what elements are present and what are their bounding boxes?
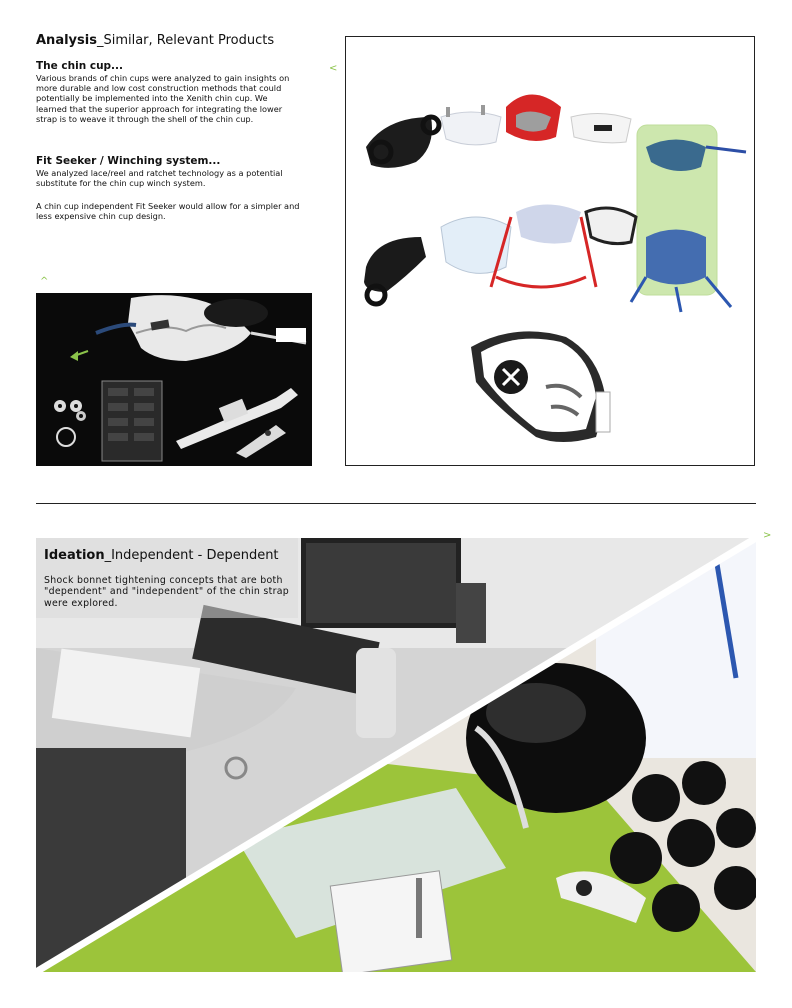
fit-seeker-body: We analyzed lace/reel and ratchet technology as a potential substitute for the chin cup winch system.: [36, 168, 283, 189]
ideation-heading: [44, 548, 279, 563]
chin-cup-body: Various brands of chin cups were analyzed to gain insights on more durable and low cost construction methods that could potentially be implemented into the Xenith chin cup. We learned that the superior approach for integrating the lower strap is to weave it through the shell of the chin cup.: [36, 73, 290, 124]
analysis-heading: [36, 33, 274, 48]
ratchet-parts-photo: [36, 293, 312, 466]
ideation-body: Shock bonnet tightening concepts that are both "dependent" and "independent" of the chin strap were explored.: [44, 575, 290, 609]
analysis-title-bold: Analysis: [36, 33, 97, 48]
up-caret-marker: ^: [40, 276, 49, 287]
section-divider: [36, 503, 756, 504]
chin-cups-photo: [345, 36, 755, 466]
left-caret-marker: <: [329, 63, 338, 74]
fit-seeker-body-2: A chin cup independent Fit Seeker would allow for a simpler and less expensive chin cup design.: [36, 201, 300, 222]
ideation-title-bold: Ideation: [44, 548, 105, 563]
analysis-title-rest: _Similar, Relevant Products: [96, 33, 275, 48]
chin-cup-heading: The chin cup...: [36, 60, 124, 72]
ratchet-parts-illustration: [36, 293, 312, 466]
chin-cups-illustration: [346, 37, 754, 465]
ideation-title-rest: _Independent - Dependent: [104, 548, 279, 563]
right-caret-marker: >: [763, 530, 772, 541]
fit-seeker-heading: Fit Seeker / Winching system...: [36, 155, 221, 167]
